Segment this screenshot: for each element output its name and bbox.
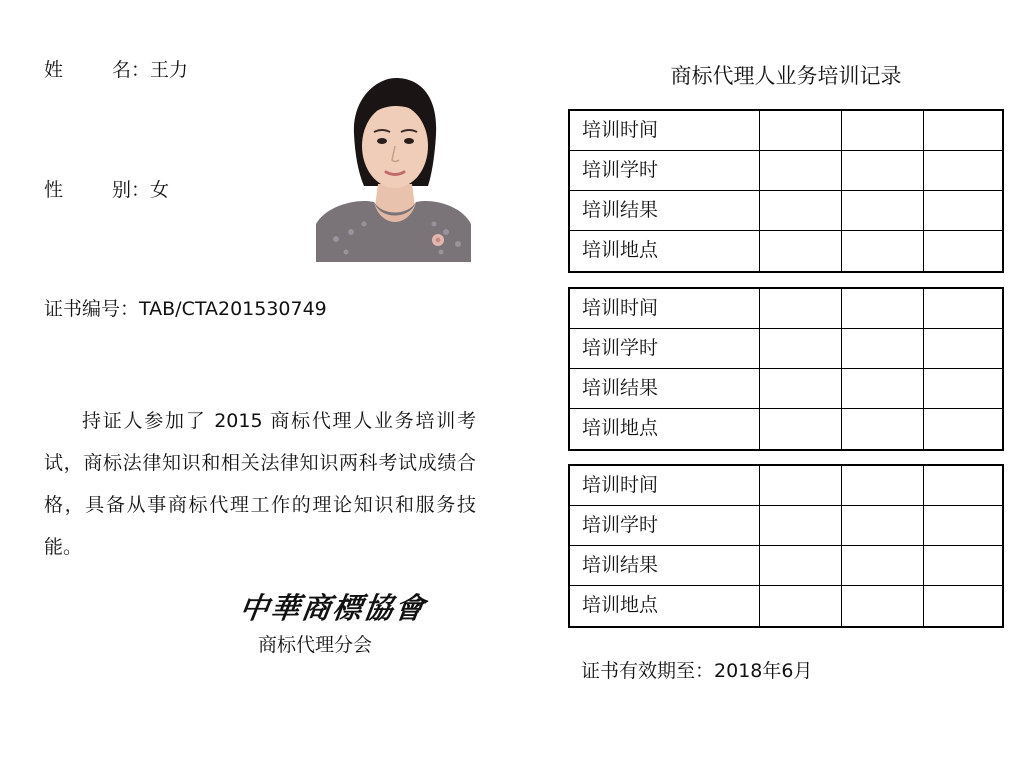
certification-statement: 持证人参加了 2015 商标代理人业务培训考试，商标法律知识和相关法律知识两科考试成绩合格，具备从事商标代理工作的理论知识和服务技能。	[44, 410, 476, 558]
entry-cell	[760, 111, 842, 150]
table-row	[570, 369, 1002, 409]
entry-cell	[924, 506, 1002, 545]
issuer-subtitle: 商标代理分会	[258, 634, 373, 656]
entry-cell	[760, 329, 842, 368]
entry-cell	[760, 546, 842, 585]
row-label: 培训时间	[570, 466, 760, 505]
table-row	[570, 466, 1002, 506]
table-row	[570, 546, 1002, 586]
entry-cell	[842, 506, 924, 545]
entry-cell	[924, 289, 1002, 328]
name-value: 王力	[150, 59, 189, 81]
table-row	[570, 191, 1002, 231]
row-label: 培训学时	[570, 151, 760, 190]
cert-number-field	[44, 297, 327, 321]
table-row	[570, 151, 1002, 191]
entry-cell	[842, 231, 924, 271]
entry-cell	[842, 329, 924, 368]
validity-field	[581, 656, 812, 683]
table-row	[570, 506, 1002, 546]
entry-cell	[760, 506, 842, 545]
table-row	[570, 409, 1002, 449]
entry-cell	[924, 111, 1002, 150]
entry-cell	[760, 289, 842, 328]
entry-cell	[924, 231, 1002, 271]
entry-cell	[760, 466, 842, 505]
entry-cell	[842, 409, 924, 449]
table-row	[570, 586, 1002, 626]
entry-cell	[842, 466, 924, 505]
name-label-b: 名：	[112, 59, 151, 81]
row-label: 培训地点	[570, 231, 760, 271]
validity-value: 2018年6月	[714, 660, 813, 682]
row-label: 培训结果	[570, 191, 760, 230]
entry-cell	[760, 231, 842, 271]
entry-cell	[842, 289, 924, 328]
table-row	[570, 231, 1002, 271]
gender-value: 女	[150, 179, 170, 201]
row-label: 培训结果	[570, 369, 760, 408]
entry-cell	[924, 466, 1002, 505]
gender-label-a: 性	[44, 179, 64, 201]
entry-cell	[842, 586, 924, 626]
holder-photo	[316, 74, 471, 262]
training-table-1	[568, 109, 1004, 273]
training-table-3	[568, 464, 1004, 628]
entry-cell	[760, 409, 842, 449]
name-field	[44, 58, 188, 82]
table-row	[570, 329, 1002, 369]
entry-cell	[924, 546, 1002, 585]
training-table-2	[568, 287, 1004, 451]
portrait-image	[316, 74, 471, 262]
entry-cell	[842, 546, 924, 585]
validity-label: 证书有效期至：	[581, 660, 715, 682]
row-label: 培训时间	[570, 289, 760, 328]
entry-cell	[924, 191, 1002, 230]
entry-cell	[924, 151, 1002, 190]
entry-cell	[760, 586, 842, 626]
entry-cell	[924, 369, 1002, 408]
row-label: 培训地点	[570, 409, 760, 449]
entry-cell	[760, 151, 842, 190]
entry-cell	[842, 191, 924, 230]
name-label-a: 姓	[44, 59, 64, 81]
cert-number-label: 证书编号：	[44, 298, 140, 320]
table-row	[570, 289, 1002, 329]
training-record-title: 商标代理人业务培训记录	[670, 64, 902, 88]
entry-cell	[924, 409, 1002, 449]
entry-cell	[760, 191, 842, 230]
entry-cell	[924, 586, 1002, 626]
entry-cell	[842, 111, 924, 150]
entry-cell	[924, 329, 1002, 368]
gender-field	[44, 178, 169, 202]
table-row	[570, 111, 1002, 151]
row-label: 培训学时	[570, 506, 760, 545]
entry-cell	[842, 151, 924, 190]
gender-label-b: 别：	[112, 179, 151, 201]
entry-cell	[760, 369, 842, 408]
row-label: 培训时间	[570, 111, 760, 150]
row-label: 培训学时	[570, 329, 760, 368]
cert-number-value: TAB/CTA201530749	[139, 298, 327, 320]
row-label: 培训结果	[570, 546, 760, 585]
row-label: 培训地点	[570, 586, 760, 626]
issuer-signature: 中華商標協會	[237, 591, 429, 625]
entry-cell	[842, 369, 924, 408]
